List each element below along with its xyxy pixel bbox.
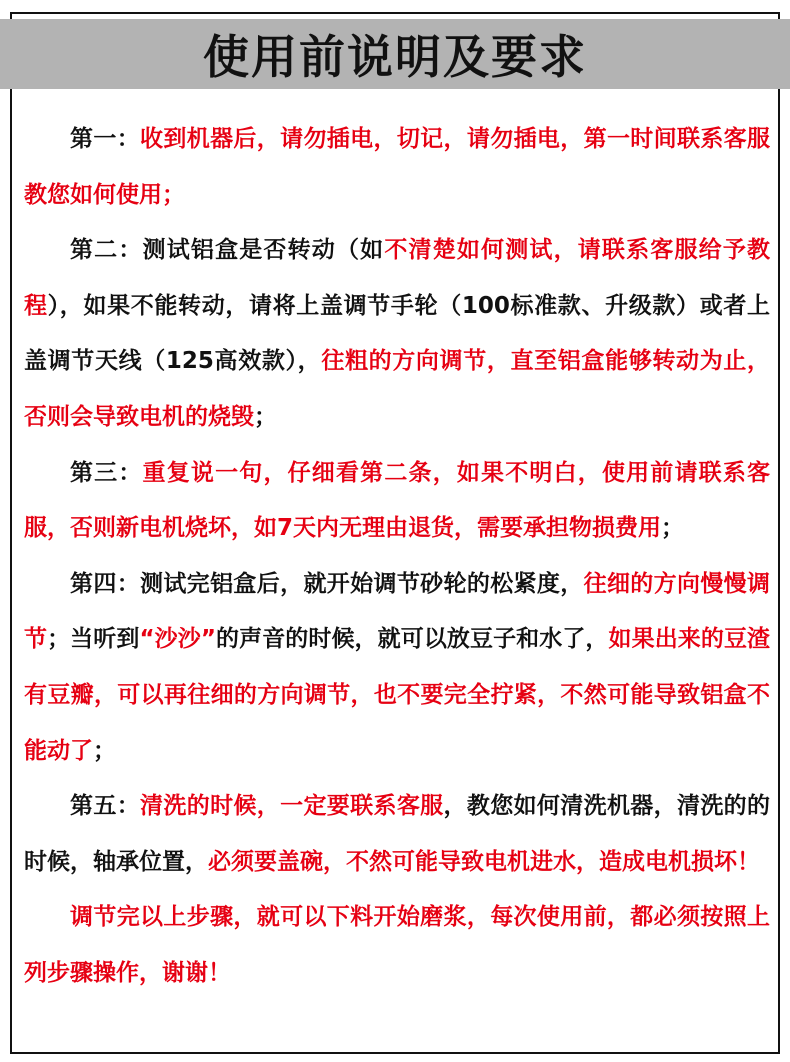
paragraph-text: ；	[661, 515, 685, 542]
paragraph-text-highlight: 重复说一句，仔细看第二条，如果不明白，使用前请联系客服，否则新电机烧坏，如7天内无理由退货，需要承担物损费用	[24, 459, 771, 542]
instructions-body	[24, 112, 770, 1002]
paragraph-text: ，教您如何清洗机器，清洗的的时候，轴承位置，	[24, 793, 771, 875]
paragraph-text-highlight: 收到机器后，请勿插电，切记，请勿插电，第一时间联系客服教您如何使用；	[24, 126, 771, 208]
paragraph-text-highlight: “沙沙”	[139, 626, 216, 653]
paragraph-text-highlight: 不清楚如何测试，请联系客服给予教程	[24, 237, 771, 319]
paragraph-text: 的声音的时候，就可以放豆子和水了，	[215, 626, 609, 653]
paragraph-text: ；当听到	[47, 626, 140, 653]
paragraph-text-highlight: 调节完以上步骤，就可以下料开始磨浆，每次使用前，都必须按照上列步骤操作，谢谢！	[24, 904, 770, 986]
paragraph-text: 第二：测试铝盒是否转动（如	[70, 237, 385, 264]
paragraph-text: 第一：	[70, 126, 141, 152]
paragraph-5	[24, 779, 770, 890]
paragraph-text: 第五：	[70, 793, 141, 820]
paragraph-text-highlight: 清洗的时候，一定要联系客服	[140, 793, 444, 820]
paragraph-text: ），如果不能转动，请将上盖调节手轮（100标准款、升级款）或者上盖调节天线（125高效款），	[24, 292, 771, 375]
paragraph-4	[24, 557, 770, 779]
paragraph-text: ；	[93, 737, 116, 764]
paragraph-3	[24, 446, 770, 557]
paragraph-text-highlight: 如果出来的豆渣有豆瓣，可以再往细的方向调节，也不要完全拧紧，不然可能导致铝盒不能动了	[24, 626, 771, 764]
paragraph-text: 第三：	[70, 459, 143, 486]
title-bar	[0, 19, 790, 89]
paragraph-2	[24, 223, 770, 445]
paragraph-text: 第四：测试完铝盒后，就开始调节砂轮的松紧度，	[70, 570, 584, 597]
paragraph-text: ；	[254, 403, 277, 430]
page-title: 使用前说明及要求	[203, 30, 587, 84]
paragraph-text-highlight: 往粗的方向调节，直至铝盒能够转动为止，否则会导致电机的烧毁	[24, 348, 771, 430]
paragraph-text-highlight: 必须要盖碗，不然可能导致电机进水，造成电机损坏！	[208, 848, 760, 875]
paragraph-text-highlight: 往细的方向慢慢调节	[24, 570, 771, 653]
paragraph-1	[24, 112, 770, 223]
paragraph-6	[24, 890, 770, 1001]
